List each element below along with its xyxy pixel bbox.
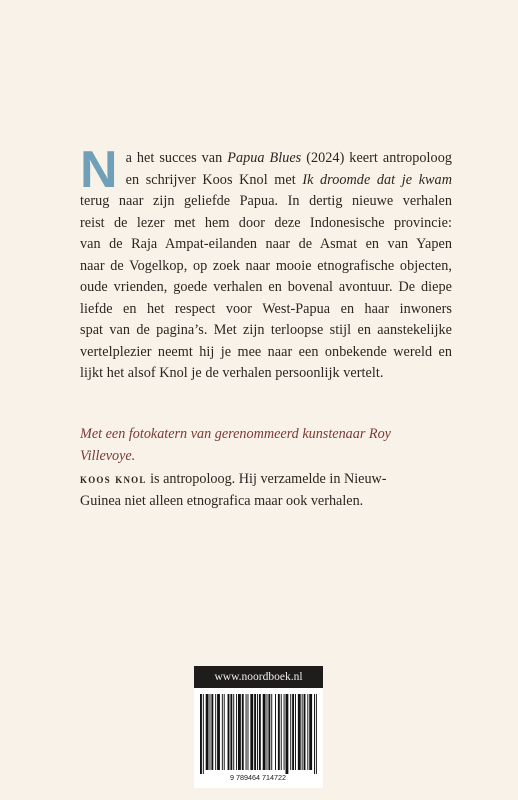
bio-line-2: Guinea niet alleen etnografica maar ook verhalen. <box>80 492 364 509</box>
barcode-bar <box>224 694 225 770</box>
blurb-line <box>80 256 452 278</box>
author-bio <box>80 468 452 512</box>
barcode-bar <box>271 694 272 770</box>
barcode-bar <box>230 694 232 770</box>
barcode-bar <box>215 694 216 770</box>
blurb-text: liefde en het respect voor West-Papua en haar inwoners <box>80 300 452 317</box>
barcode-bar <box>290 694 291 770</box>
blurb-text: terug naar zijn geliefde Papua. In dertig nieuwe verhalen <box>80 193 452 209</box>
blurb-lines <box>80 141 452 385</box>
note-line-1: Met een fotokatern van gerenommeerd kunstenaar Roy <box>80 426 391 442</box>
note-line-2: Villevoye. <box>80 447 136 464</box>
barcode-bar <box>286 694 289 774</box>
isbn-barcode <box>194 688 323 788</box>
blurb-text: a het succes van <box>125 150 228 166</box>
blurb-text: reist de lezer met hem door deze Indonesische provincie: <box>80 214 452 231</box>
barcode-bar <box>275 694 276 770</box>
barcode-bar <box>259 694 261 770</box>
barcode-bar <box>257 694 258 770</box>
barcode-bar <box>316 694 317 774</box>
barcode-bar <box>211 694 213 770</box>
barcode-bar <box>284 694 285 770</box>
barcode-bar <box>206 694 209 770</box>
barcode-bar <box>292 694 294 770</box>
barcode-bar <box>298 694 301 770</box>
blurb-text: spat van de pagina’s. Met zijn terloopse stijl en aanstekelijke <box>80 322 452 338</box>
barcode-bar <box>309 694 312 770</box>
barcode-bar <box>281 694 282 770</box>
blurb-line <box>80 234 452 256</box>
barcode-bar <box>304 694 306 770</box>
barcode-bar <box>307 694 308 770</box>
barcode-bar <box>295 694 296 770</box>
barcode-bar <box>263 694 266 770</box>
barcode-bar <box>203 694 204 774</box>
barcode-bar <box>278 694 280 770</box>
publisher-url: www.noordboek.nl <box>194 666 323 688</box>
barcode-bar <box>248 694 249 770</box>
blurb-line <box>80 342 452 364</box>
blurb-text: lijkt het alsof Knol je de verhalen persoonlijk vertelt. <box>80 365 384 381</box>
barcode-bar <box>210 694 211 770</box>
barcode-bar <box>314 694 315 774</box>
barcode-bar <box>200 694 202 774</box>
blurb-line <box>80 148 452 170</box>
barcode-bar <box>254 694 256 770</box>
blurb-line <box>80 170 452 192</box>
blurb-text: (2024) keert antropoloog <box>301 150 452 166</box>
barcode-bar <box>268 694 270 770</box>
barcode-block <box>194 666 323 788</box>
barcode-bar <box>267 694 268 770</box>
blurb-line <box>80 299 452 321</box>
blurb-line <box>80 320 452 342</box>
blurb-text: en schrijver Koos Knol met <box>125 171 303 188</box>
blurb-paragraph <box>80 141 452 385</box>
barcode-bar <box>302 694 303 770</box>
book-title: Papua Blues <box>227 150 302 166</box>
blurb-text: vertelplezier neemt hij je mee naar een onbekende wereld en <box>80 343 452 360</box>
drop-cap: N <box>80 141 118 199</box>
blurb-line <box>80 191 452 213</box>
barcode-bar <box>228 694 230 770</box>
barcode-bar <box>236 694 237 770</box>
blurb-text: naar de Vogelkop, op zoek naar mooie etnografische objecten, <box>80 257 452 274</box>
author-name: koos knol <box>80 471 147 486</box>
barcode-bar <box>238 694 241 770</box>
barcode-bar <box>242 694 244 770</box>
barcode-bar <box>246 694 247 770</box>
photo-section-note <box>80 424 452 467</box>
blurb-text: oude vrienden, goede verhalen en bovenal avontuur. De diepe <box>80 279 452 295</box>
blurb-line <box>80 363 452 385</box>
barcode-graphic <box>198 694 319 784</box>
book-title: Ik droomde dat je kwam <box>302 171 452 188</box>
barcode-bar <box>222 694 223 770</box>
barcode-bar <box>233 694 234 770</box>
barcode-bar <box>217 694 220 770</box>
blurb-text: van de Raja Ampat-eilanden naar de Asmat en van Yapen <box>80 236 452 252</box>
bio-line-1: is antropoloog. Hij verzamelde in Nieuw- <box>146 471 387 487</box>
barcode-bar <box>250 694 253 770</box>
blurb-line <box>80 277 452 299</box>
blurb-line <box>80 213 452 235</box>
isbn-digits: 9 789464 714722 <box>230 773 286 782</box>
